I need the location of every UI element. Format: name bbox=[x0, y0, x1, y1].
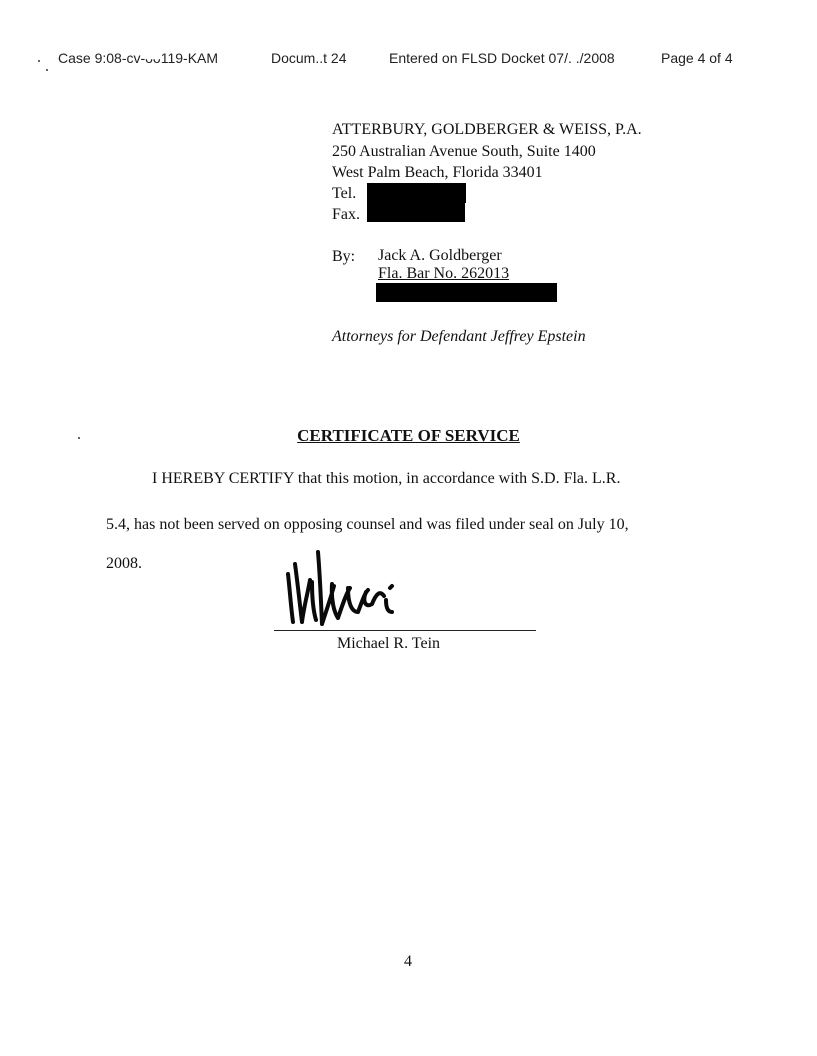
firm-address-line2: West Palm Beach, Florida 33401 bbox=[332, 164, 543, 181]
firm-fax-label: Fax. bbox=[332, 206, 360, 223]
firm-name: ATTERBURY, GOLDBERGER & WEISS, P.A. bbox=[332, 121, 642, 138]
signer-name: Michael R. Tein bbox=[337, 635, 441, 652]
scan-speck bbox=[46, 69, 48, 71]
firm-tel-label: Tel. bbox=[332, 185, 357, 202]
attorneys-role: Attorneys for Defendant Jeffrey Epstein bbox=[332, 328, 586, 345]
header-document-number: Docum..t 24 bbox=[271, 50, 347, 66]
scan-speck bbox=[38, 60, 40, 62]
header-docket-entry: Entered on FLSD Docket 07/. ./2008 bbox=[389, 50, 615, 66]
signature-line bbox=[274, 630, 536, 631]
page-number: 4 bbox=[404, 953, 412, 970]
certificate-line-2: 5.4, has not been served on opposing counsel and was filed under seal on July 10, bbox=[106, 516, 629, 533]
redaction-bar-email bbox=[376, 283, 557, 302]
handwritten-signature bbox=[282, 546, 412, 634]
certificate-line-1: I HEREBY CERTIFY that this motion, in accordance with S.D. Fla. L.R. bbox=[152, 470, 621, 487]
header-case-number: Case 9:08-cv-ᴗᴗ119-KAM bbox=[58, 50, 219, 66]
certificate-title: CERTIFICATE OF SERVICE bbox=[297, 426, 520, 445]
redaction-bar-tel bbox=[367, 183, 466, 203]
bar-number: Fla. Bar No. 262013 bbox=[378, 265, 510, 282]
by-label: By: bbox=[332, 248, 356, 265]
certificate-line-3: 2008. bbox=[106, 555, 142, 572]
firm-address-line1: 250 Australian Avenue South, Suite 1400 bbox=[332, 143, 596, 160]
header-page-count: Page 4 of 4 bbox=[661, 50, 733, 66]
redaction-bar-fax bbox=[367, 202, 465, 222]
attorney-name: Jack A. Goldberger bbox=[378, 247, 502, 264]
